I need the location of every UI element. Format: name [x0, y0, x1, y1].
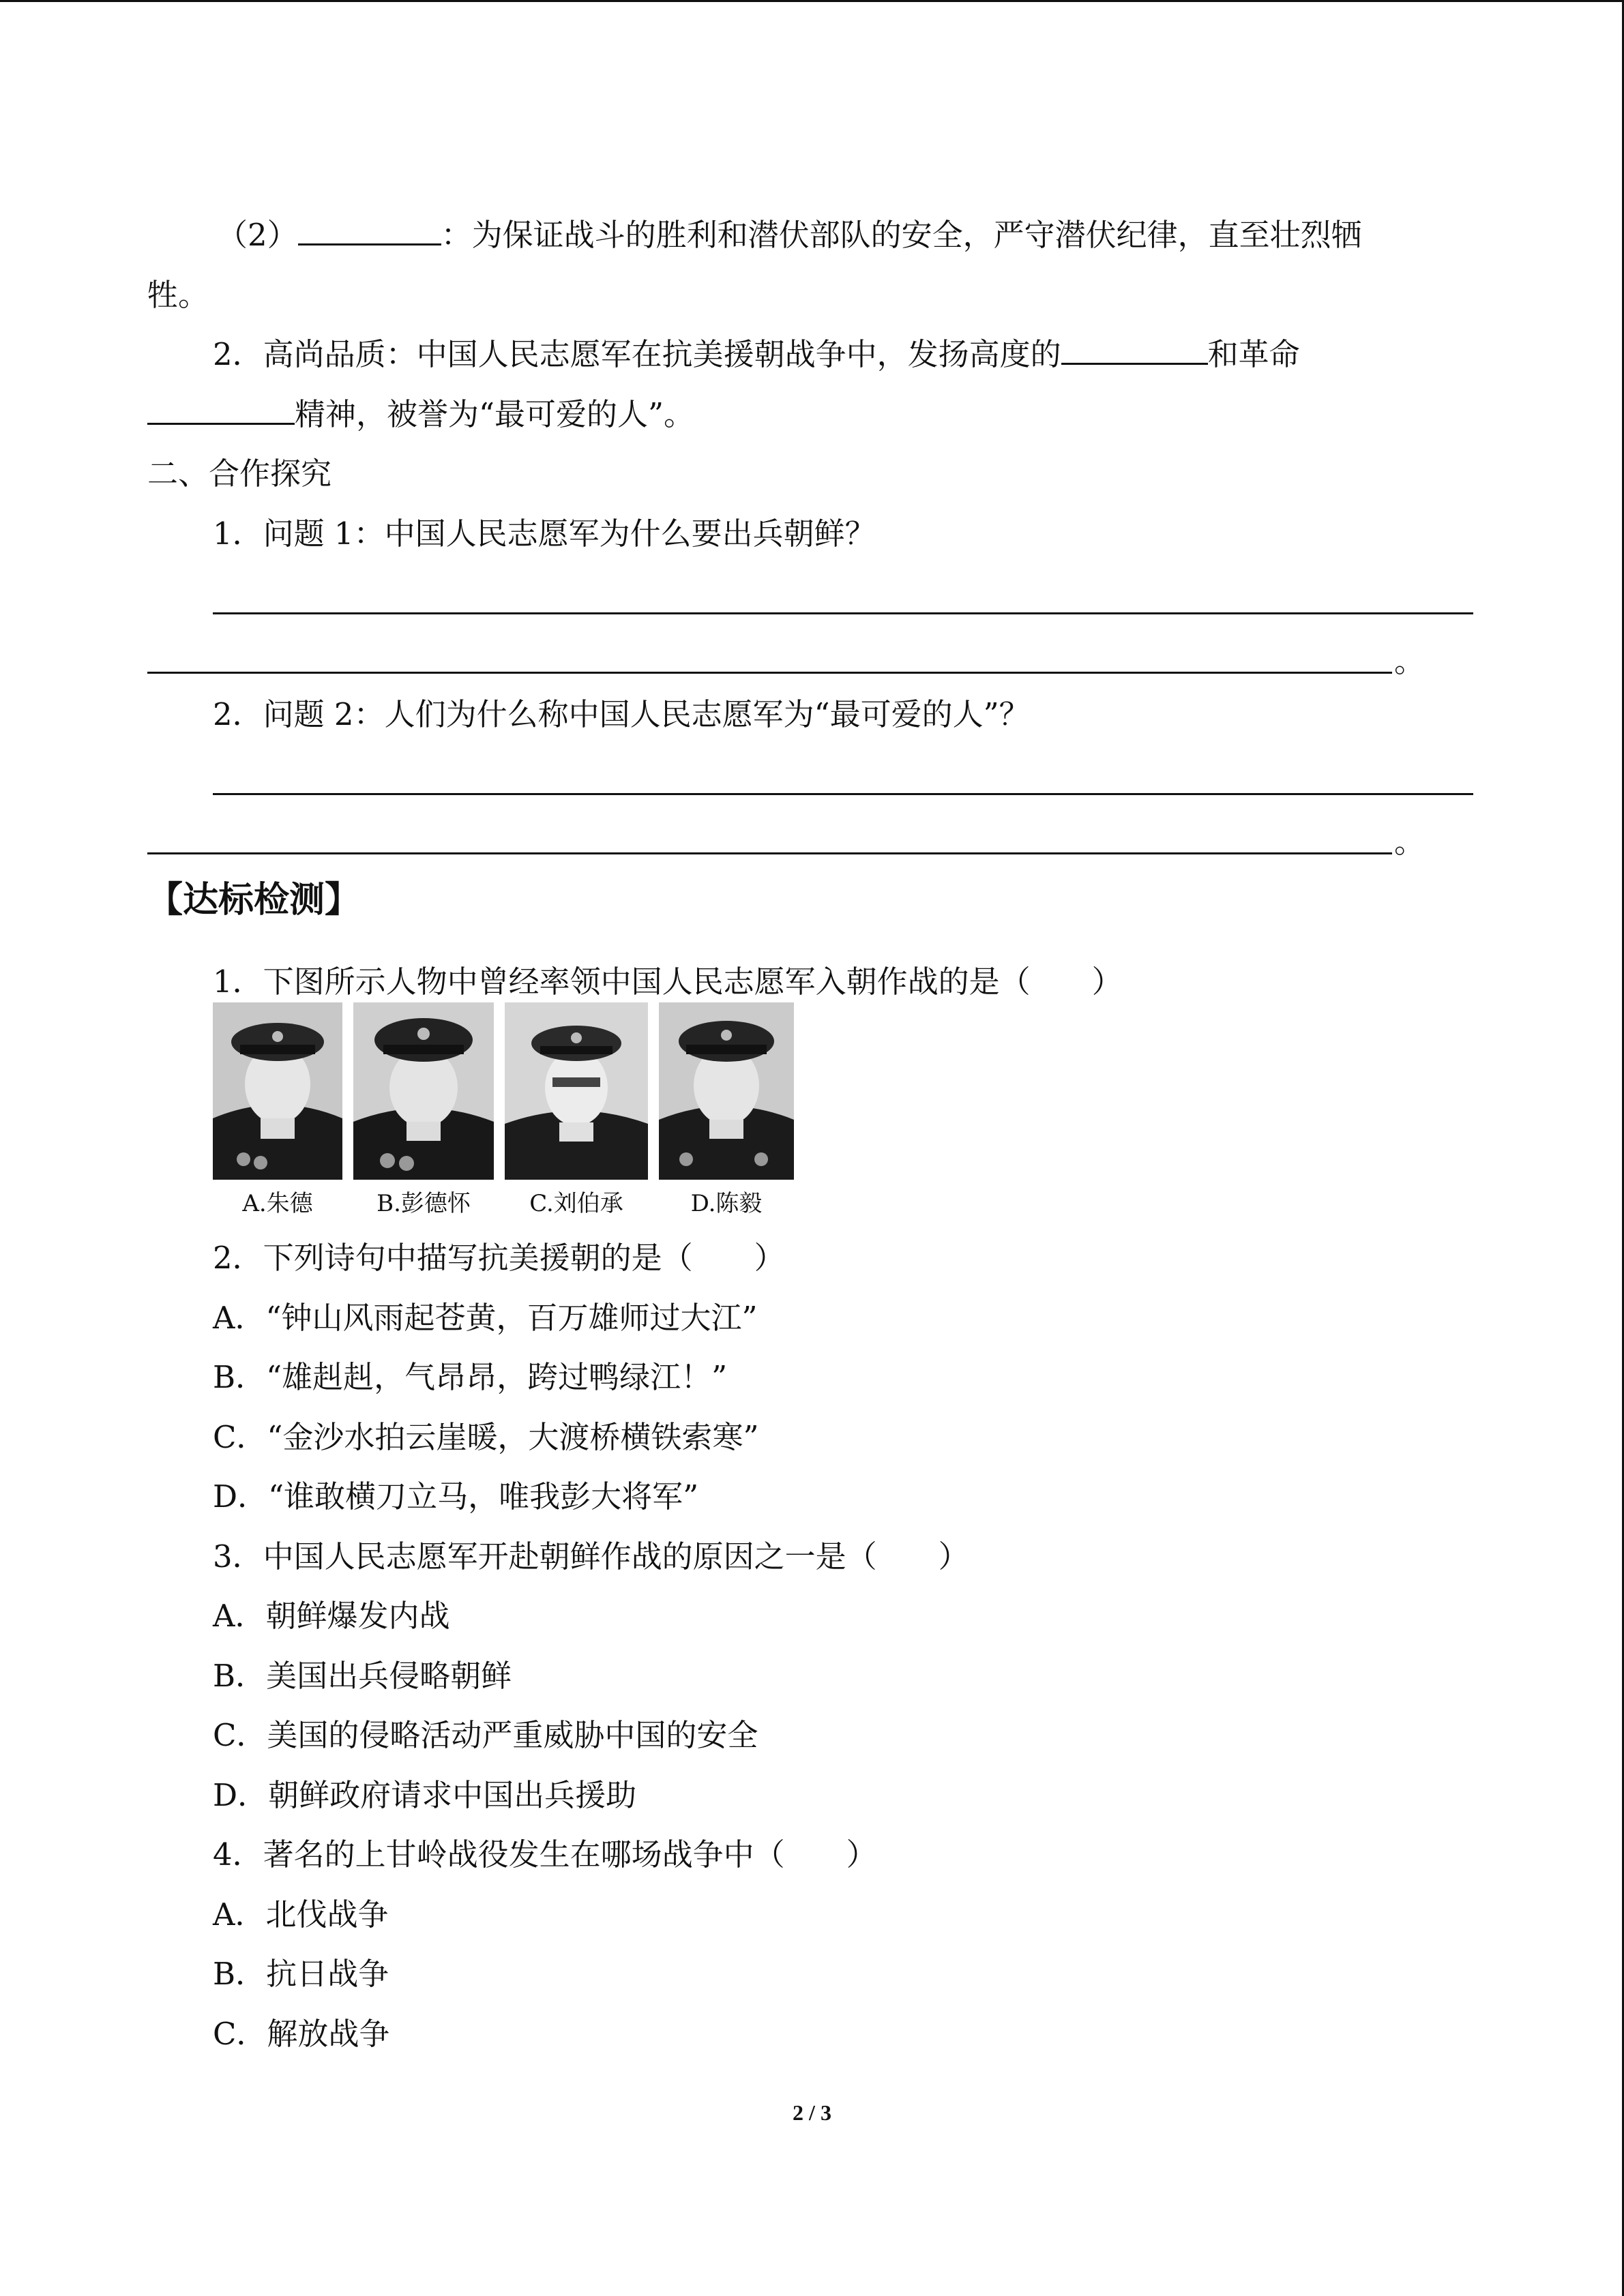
photo-caption-d: D.陈毅	[690, 1190, 763, 1217]
coop-question-1: 1．问题 1：中国人民志愿军为什么要出兵朝鲜？	[213, 516, 876, 552]
answer-line-2b[interactable]	[147, 852, 1392, 854]
test-question-2: 2．下列诗句中描写抗美援朝的是（ ）	[213, 1240, 785, 1276]
q2-option-b: B．“雄赳赳，气昂昂，跨过鸭绿江！”	[213, 1359, 728, 1395]
portrait-photo-c	[505, 1002, 648, 1180]
test-question-3: 3．中国人民志愿军开赴朝鲜作战的原因之一是（ ）	[213, 1538, 969, 1575]
quality-prefix: 2．高尚品质：中国人民志愿军在抗美援朝战争中，发扬高度的	[213, 336, 1061, 372]
fill-blank-3[interactable]	[147, 394, 295, 425]
coop-question-2: 2．问题 2：人们为什么称中国人民志愿军为“最可爱的人”？	[213, 696, 1030, 732]
page-border-top	[0, 0, 1624, 2]
page-number: 2 / 3	[793, 2100, 831, 2125]
q3-option-b: B．美国出兵侵略朝鲜	[213, 1658, 512, 1694]
fill-blank-2[interactable]	[1061, 334, 1208, 365]
fill-blank-1[interactable]	[298, 215, 441, 245]
item-2-text: ：为保证战斗的胜利和潜伏部队的安全，严守潜伏纪律，直至壮烈牺	[441, 217, 1362, 253]
answer-line-1a[interactable]	[213, 612, 1473, 614]
q3-option-c: C．美国的侵略活动严重威胁中国的安全	[213, 1717, 758, 1753]
photo-caption-b: B.彭德怀	[377, 1190, 471, 1217]
coop-heading: 二、合作探究	[147, 456, 332, 492]
test-question-1: 1．下图所示人物中曾经率领中国人民志愿军入朝作战的是（ ）	[213, 964, 1123, 1000]
quality-mid: 和革命	[1207, 336, 1300, 372]
item-2-line	[217, 215, 1362, 256]
item-2-prefix: （2）	[217, 217, 298, 253]
answer-line-1b[interactable]	[147, 672, 1392, 674]
q2-option-d: D．“谁敢横刀立马，唯我彭大将军”	[213, 1478, 699, 1515]
quality-line-2	[147, 394, 694, 435]
q3-option-a: A．朝鲜爆发内战	[213, 1598, 450, 1634]
test-heading: 【达标检测】	[147, 879, 361, 921]
photo-caption-a: A.朱德	[242, 1190, 313, 1217]
answer-2-period: 。	[1394, 824, 1426, 860]
portrait-photo-d	[659, 1002, 794, 1180]
portrait-photo-b	[353, 1002, 494, 1180]
q2-option-c: C．“金沙水拍云崖暖，大渡桥横铁索寒”	[213, 1419, 759, 1455]
q4-option-a: A．北伐战争	[213, 1896, 389, 1933]
quality-line	[213, 334, 1300, 375]
item-2-continuation: 牲。	[147, 277, 209, 313]
quality-end: 精神，被誉为“最可爱的人”。	[295, 396, 695, 432]
answer-line-2a[interactable]	[213, 793, 1473, 795]
photo-caption-c: C.刘伯承	[529, 1190, 623, 1217]
q2-option-a: A．“钟山风雨起苍黄，百万雄师过大江”	[213, 1300, 758, 1336]
portrait-photo-a	[213, 1002, 342, 1180]
q4-option-b: B．抗日战争	[213, 1956, 389, 1992]
q3-option-d: D．朝鲜政府请求中国出兵援助	[213, 1777, 637, 1813]
answer-1-period: 。	[1394, 643, 1426, 679]
q4-option-c: C．解放战争	[213, 2016, 390, 2052]
test-question-4: 4．著名的上甘岭战役发生在哪场战争中（ ）	[213, 1836, 877, 1873]
